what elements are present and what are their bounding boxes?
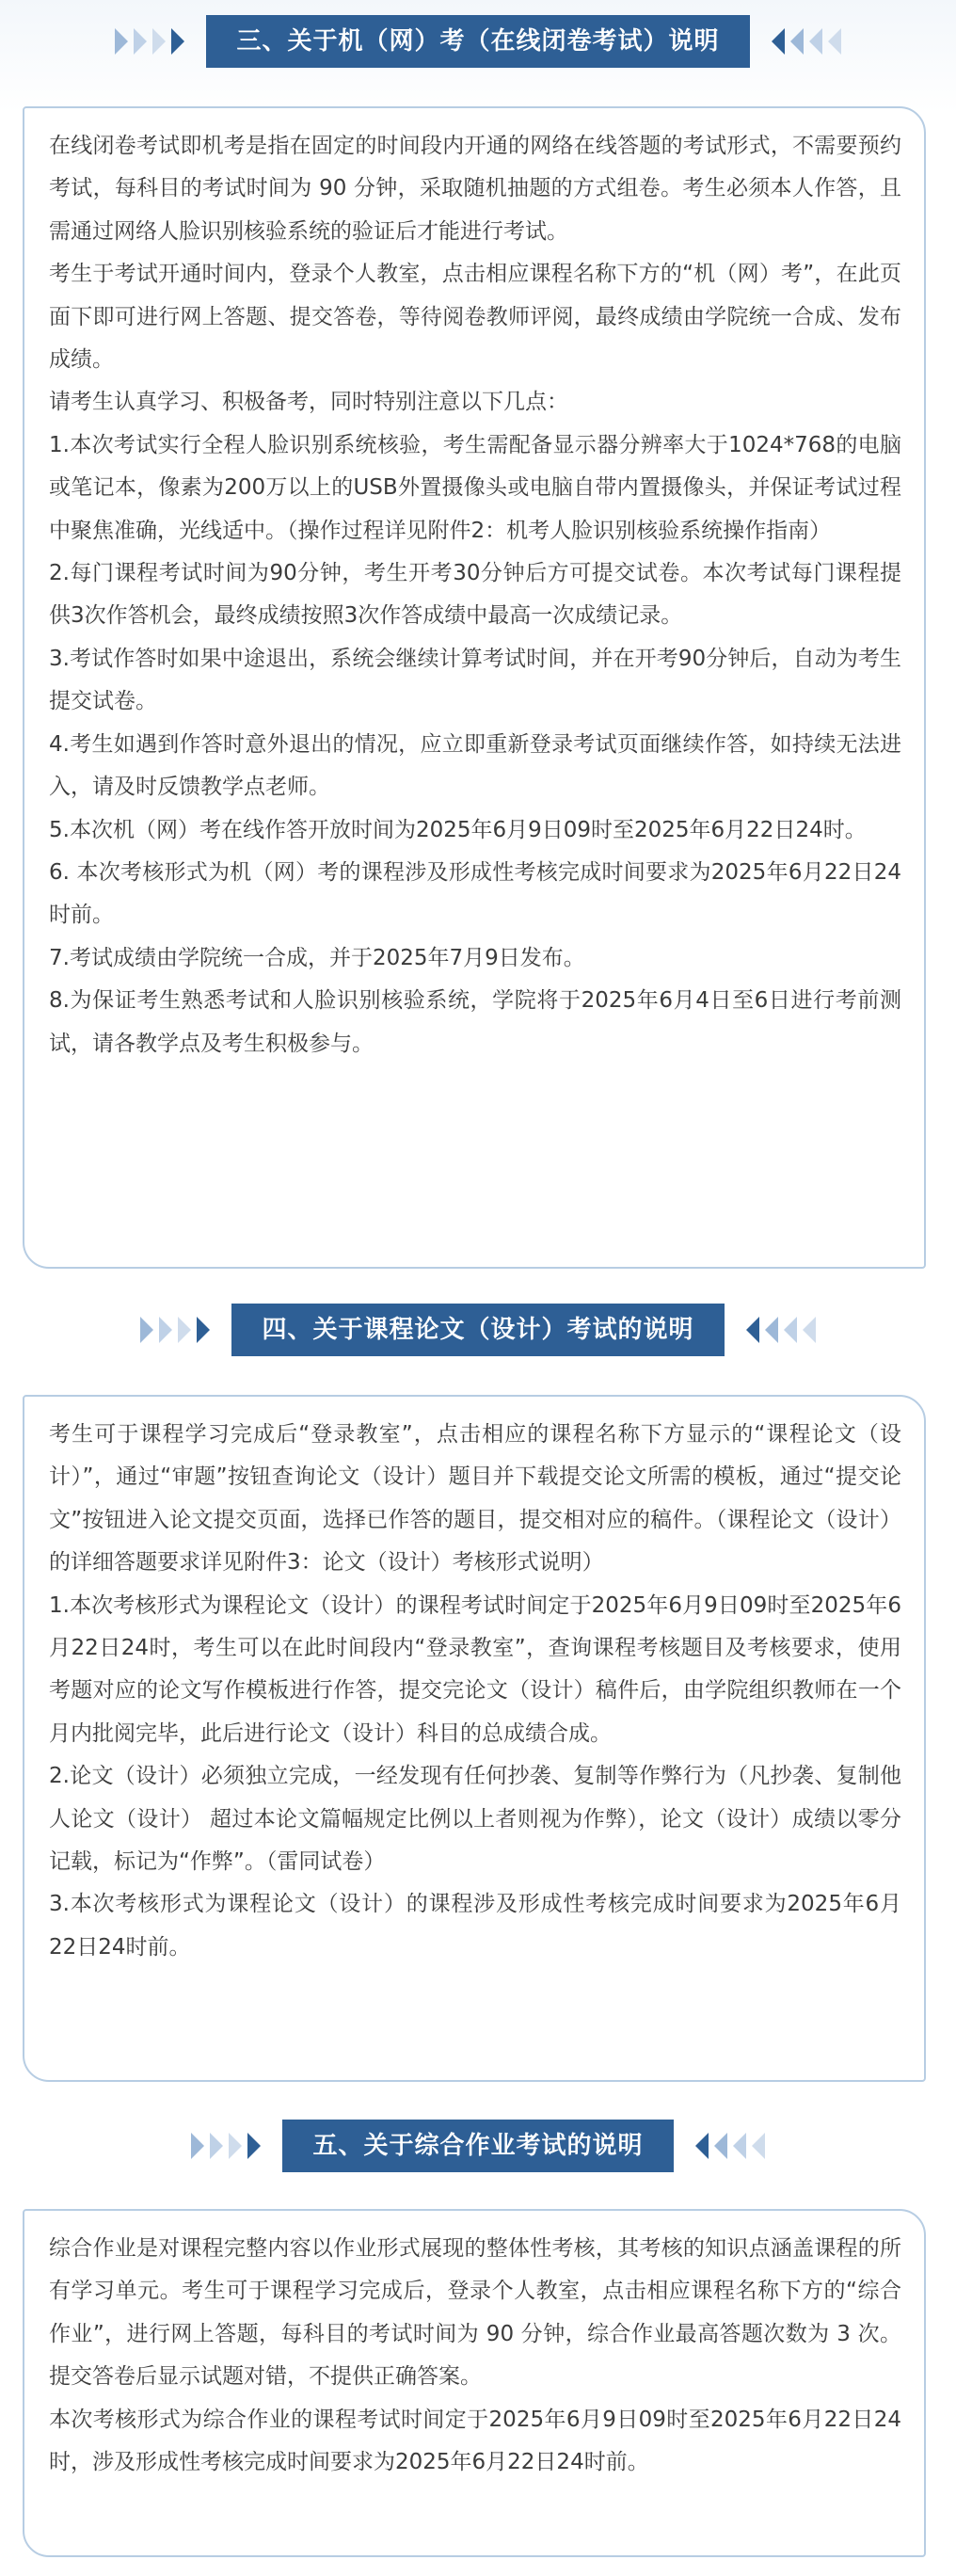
list-item: 3.本次考核形式为课程论文（设计）的课程涉及形成性考核完成时间要求为2025年6月22日24时前。 — [49, 1892, 901, 1960]
paragraph: 在线闭卷考试即机考是指在固定的时间段内开通的网络在线答题的考试形式，不需要预约考试，每科目的考试时间为 90 分钟，采取随机抽题的方式组卷。考生必须本人作答，且需通过网络人脸识别核验系统的验证后才能进行考试。 — [49, 134, 901, 244]
list-item: 5.本次机（网）考在线作答开放时间为2025年6月9日09时至2025年6月22日24时。 — [49, 817, 867, 842]
list-item: 1.本次考试实行全程人脸识别系统核验，考生需配备显示器分辨率大于1024*768的电脑或笔记本，像素为200万以上的USB外置摄像头或电脑自带内置摄像头，并保证考试过程中聚焦准确，光线适中。（操作过程详见附件2：机考人脸识别核验系统操作指南） — [49, 432, 901, 543]
list-item: 1.本次考核形式为课程论文（设计）的课程考试时间定于2025年6月9日09时至2025年6月22日24时，考生可以在此时间段内“登录教室”，查询课程考核题目及考核要求，使用考题对应的论文写作模板进行作答，提交完论文（设计）稿件后，由学院组织教师在一个月内批阅完毕，此后进行论文（设计）科目的总成绩合成。 — [49, 1592, 901, 1746]
chevron-left-icon — [693, 2120, 768, 2172]
section-title: 四、关于课程论文（设计）考试的说明 — [231, 1304, 724, 1356]
paragraph: 综合作业是对课程完整内容以作业形式展现的整体性考核，其考核的知识点涵盖课程的所有学习单元。考生可于课程学习完成后，登录个人教室，点击相应课程名称下方的“综合作业”，进行网上答题，每科目的考试时间为 90 分钟，综合作业最高答题次数为 3 次。提交答卷后显示试题对错，不提供正确答案。 — [49, 2236, 901, 2390]
paragraph: 考生于考试开通时间内，登录个人教室，点击相应课程名称下方的“机（网）考”，在此页面下即可进行网上答题、提交答卷，等待阅卷教师评阅，最终成绩由学院统一合成、发布成绩。 — [49, 262, 901, 373]
list-item: 4.考生如遇到作答时意外退出的情况，应立即重新登录考试页面继续作答，如持续无法进入，请及时反馈教学点老师。 — [49, 731, 901, 800]
section-title: 五、关于综合作业考试的说明 — [282, 2120, 673, 2172]
paragraph: 考生可于课程学习完成后“登录教室”，点击相应的课程名称下方显示的“课程论文（设计）”，通过“审题”按钮查询论文（设计）题目并下载提交论文所需的模板，通过“提交论文”按钮进入论文提交页面，选择已作答的题目，提交相对应的稿件。（课程论文（设计）的详细答题要求详见附件3：论文（设计）考核形式说明） — [49, 1422, 901, 1576]
list-item: 6. 本次考核形式为机（网）考的课程涉及形成性考核完成时间要求为2025年6月22日24时前。 — [49, 859, 901, 928]
section-header-machine-exam — [0, 15, 956, 68]
chevron-right-icon — [137, 1304, 213, 1356]
chevron-right-icon — [188, 2120, 263, 2172]
section-panel-comprehensive-assignment — [23, 2209, 926, 2557]
section-panel-course-paper — [23, 1395, 926, 2082]
section-title: 三、关于机（网）考（在线闭卷考试）说明 — [206, 15, 749, 68]
list-item: 7.考试成绩由学院统一合成，并于2025年7月9日发布。 — [49, 945, 585, 970]
paragraph: 本次考核形式为综合作业的课程考试时间定于2025年6月9日09时至2025年6月22日24时，涉及形成性考核完成时间要求为2025年6月22日24时前。 — [49, 2407, 901, 2475]
list-item: 2.论文（设计）必须独立完成，一经发现有任何抄袭、复制等作弊行为（凡抄袭、复制他人论文（设计） 超过本论文篇幅规定比例以上者则视为作弊），论文（设计）成绩以零分记载，标记为“作弊”。（雷同试卷） — [49, 1764, 901, 1875]
paragraph: 请考生认真学习、积极备考，同时特别注意以下几点： — [49, 390, 568, 415]
section-header-course-paper — [0, 1304, 956, 1356]
chevron-left-icon — [769, 15, 844, 68]
list-item: 8.为保证考生熟悉考试和人脸识别核验系统，学院将于2025年6月4日至6日进行考前测试，请各教学点及考生积极参与。 — [49, 988, 901, 1056]
section-panel-machine-exam — [23, 106, 926, 1269]
section-header-comprehensive-assignment — [0, 2120, 956, 2172]
chevron-right-icon — [112, 15, 187, 68]
list-item: 2.每门课程考试时间为90分钟，考生开考30分钟后方可提交试卷。本次考试每门课程提供3次作答机会，最终成绩按照3次作答成绩中最高一次成绩记录。 — [49, 561, 901, 629]
list-item: 3.考试作答时如果中途退出，系统会继续计算考试时间，并在开考90分钟后，自动为考生提交试卷。 — [49, 646, 901, 714]
chevron-left-icon — [743, 1304, 819, 1356]
